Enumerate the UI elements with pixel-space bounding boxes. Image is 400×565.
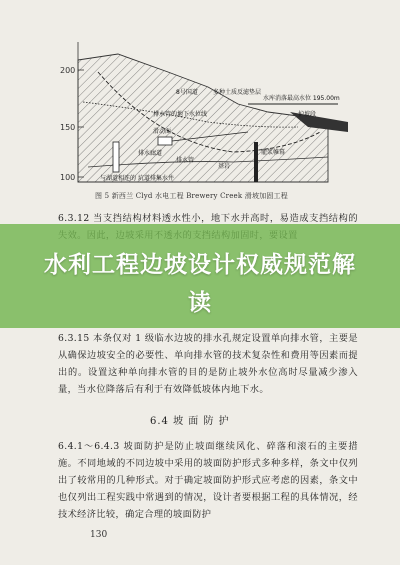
label-drain-level: 排水管的地下水位线 [153, 111, 208, 118]
paragraph-6-3-12: 6.3.12 当支挡结构材料透水性小，地下水并高时，易造成支挡结构的 [58, 213, 358, 224]
label-drain-tunnel: 排水廊道 [138, 150, 163, 157]
page-number: 130 [90, 530, 108, 540]
banner-title: 水利工程边坡设计权威规范解读 [44, 252, 356, 316]
label-slide-body: 滑动面 [153, 128, 172, 135]
axis-label-150: 150 [60, 123, 76, 132]
drain-tunnel-symbol [158, 137, 172, 145]
label-grout-curtain: 灌浆帷幕 [261, 149, 286, 156]
label-old-channel: 与湖道相连的 坑道排集水井 [100, 175, 174, 182]
label-bedrock: 基岩 [218, 163, 231, 170]
label-slope-protect: 护坡段 [298, 111, 317, 118]
label-layers: 多种土质反滤垫层 [213, 89, 262, 96]
label-road: 8号国道 [176, 89, 198, 96]
label-water-level: 水库消落最高水位 195.00m [263, 95, 340, 102]
cross-section-figure [58, 32, 358, 202]
axis-label-100: 100 [60, 173, 76, 182]
paragraph-6-4-1: 6.4.1～6.4.3 坡面防护是防止坡面继续风化、碎落和滚石的主要措施。不同地域的不同边坡中采用的坡面防护形式多种多样，条文中仅列出了较常用的几种形式。对于确定坡面防护形式应考虑的因素，条文中也仅列出工程实践中常遇到的情况，设计者要根据工程的具体情况，经技术经济比较，确定合理的坡面防护 [58, 441, 358, 520]
paragraph-6-3-15: 6.3.15 本条仅对 1 级临水边坡的排水孔规定设置单向排水管，主要是从确保边坡安全的必要性、单向排水管的技术复杂性和费用等因素而提出的。设置这种单向排水管的目的是防止坡外水位高时尽量减少渗入量，当水位降落后有利于有效降低坡体内地下水。 [58, 333, 358, 395]
figure-caption: 图 5 新西兰 Clyd 水电工程 Brewery Creek 滑坡加固工程 [95, 192, 288, 200]
label-drain-pipe: 排水管 [176, 157, 195, 164]
grout-curtain-symbol [254, 142, 258, 182]
section-title: 6.4 坡 面 防 护 [150, 416, 230, 427]
axis-label-200: 200 [60, 66, 76, 75]
